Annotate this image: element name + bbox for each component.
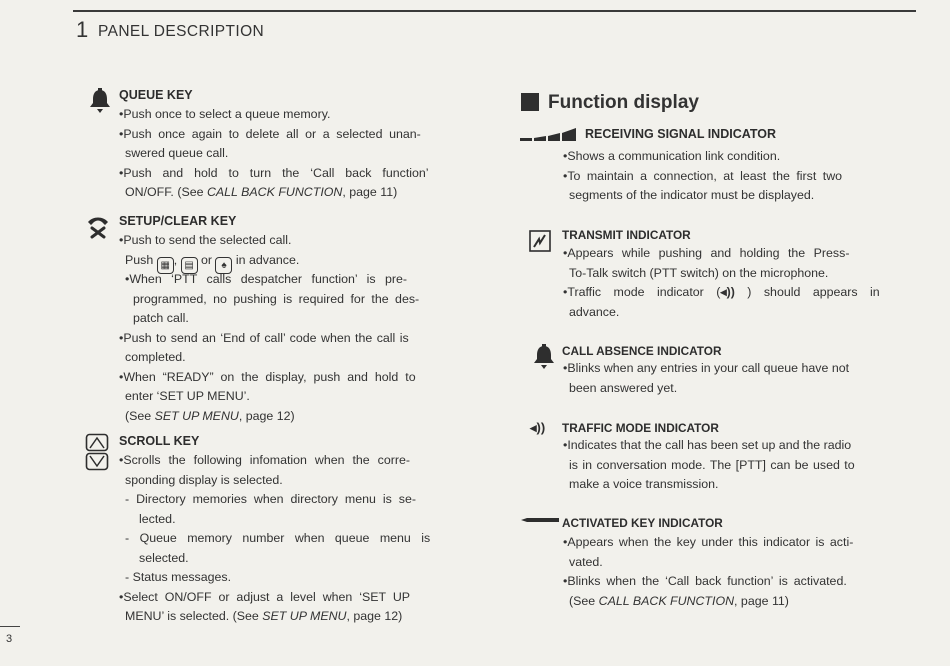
text-line: Push ▦ , ▤ or ♠ in advance. xyxy=(125,251,299,274)
text-line: •Indicates that the call has been set up and the radio xyxy=(563,438,852,452)
activated-key-title: ACTIVATED KEY INDICATOR xyxy=(562,516,723,530)
text-line: •Shows a communication link condition. xyxy=(563,149,781,163)
text-line: •Select ON/OFF or adjust a level when ‘SET UP xyxy=(119,589,411,604)
text-line: •Push once again to delete all or a selected unan- xyxy=(119,126,421,141)
transmit-title: TRANSMIT INDICATOR xyxy=(562,228,691,242)
chapter-title: PANEL DESCRIPTION xyxy=(98,23,265,40)
text-line: selected. xyxy=(139,550,189,565)
text-line: sponding display is selected. xyxy=(125,472,283,487)
text-line: completed. xyxy=(125,350,186,364)
text-line: swered queue call. xyxy=(125,146,229,160)
scroll-key-title: SCROLL KEY xyxy=(119,434,200,448)
transmit-icon xyxy=(529,230,551,252)
text-line: •Push and hold to turn the ‘Call back function’ xyxy=(119,165,429,180)
section-marker xyxy=(521,93,539,111)
speaker-icon: ◂)) xyxy=(720,285,735,299)
receiving-signal-description xyxy=(563,147,915,207)
setup-clear-key-description xyxy=(119,231,479,431)
handset-icon xyxy=(85,214,111,240)
text-line: been answered yet. xyxy=(569,380,678,395)
scroll-arrows-icon xyxy=(85,433,109,471)
text-line: •When ‘PTT calls despatcher function’ is pre- xyxy=(125,272,408,286)
bell-key-icon: ♠ xyxy=(215,257,232,274)
text-line: •To maintain a connection, at least the first two xyxy=(563,168,843,183)
text-line: make a voice transmission. xyxy=(569,477,719,491)
receiving-signal-title: RECEIVING SIGNAL INDICATOR xyxy=(585,127,776,141)
bell-icon xyxy=(532,344,556,370)
text-line: is in conversation mode. The [PTT] can be used to xyxy=(569,457,855,472)
signal-bars-icon xyxy=(520,126,580,142)
text-line: •Push once to select a queue memory. xyxy=(119,107,331,121)
text-line: •Appears while pushing and holding the Press- xyxy=(563,246,850,260)
text-line: patch call. xyxy=(133,311,189,325)
top-rule xyxy=(73,10,916,12)
traffic-mode-title: TRAFFIC MODE INDICATOR xyxy=(562,421,719,435)
speaker-icon: ◂)) xyxy=(530,420,546,435)
text-line: - Queue memory number when queue menu is xyxy=(125,531,431,545)
activated-key-description xyxy=(563,533,915,615)
keypad-key-icon: ▦ xyxy=(157,257,174,274)
text-line: •Push to send an ‘End of call’ code when the call is xyxy=(119,330,409,345)
text-line: •Push to send the selected call. xyxy=(119,233,292,247)
text-line: •Blinks when any entries in your call queue have not xyxy=(563,361,850,375)
text-line: advance. xyxy=(569,304,620,319)
bell-icon xyxy=(88,88,112,114)
text-line: MENU’ is selected. (See SET UP MENU, page 12) xyxy=(125,609,403,623)
text-line: enter ‘SET UP MENU’. xyxy=(125,389,250,403)
call-absence-description xyxy=(563,359,915,404)
text-line: vated. xyxy=(569,554,603,569)
traffic-mode-description xyxy=(563,436,915,498)
text-line: •When “READY” on the display, push and hold to xyxy=(119,369,416,384)
queue-key-title: QUEUE KEY xyxy=(119,88,193,102)
text-line: •Appears when the key under this indicator is acti- xyxy=(563,535,854,549)
text-line: - Status messages. xyxy=(125,570,232,584)
text-line: •Scrolls the following infomation when the corre- xyxy=(119,453,410,467)
page-number-rule xyxy=(0,626,20,627)
text-line: •Blinks when the ‘Call back function’ is activated. xyxy=(563,574,847,588)
transmit-description xyxy=(563,244,915,324)
scroll-key-description xyxy=(119,451,479,631)
section-title: Function display xyxy=(548,92,699,113)
activated-bar-icon xyxy=(521,516,561,524)
queue-key-description xyxy=(119,105,479,205)
text-line: - Directory memories when directory menu is se- xyxy=(125,492,416,506)
memory-key-icon: ▤ xyxy=(181,257,198,274)
text-line: To-Talk switch (PTT switch) on the microphone. xyxy=(569,265,829,280)
text-line: (See SET UP MENU, page 12) xyxy=(125,408,295,423)
text-line: lected. xyxy=(139,511,176,526)
page-number: 3 xyxy=(6,633,13,645)
call-absence-title: CALL ABSENCE INDICATOR xyxy=(562,344,722,358)
text-line: •Traffic mode indicator (◂)) ) should appears in xyxy=(563,285,880,299)
text-line: segments of the indicator must be displayed. xyxy=(569,188,815,202)
text-line: (See CALL BACK FUNCTION, page 11) xyxy=(569,593,789,608)
text-line: programmed, no pushing is required for the des- xyxy=(133,291,420,306)
setup-clear-key-title: SETUP/CLEAR KEY xyxy=(119,214,237,228)
chapter-number: 1 xyxy=(76,17,89,42)
text-line: ON/OFF. (See CALL BACK FUNCTION, page 11) xyxy=(125,185,398,199)
